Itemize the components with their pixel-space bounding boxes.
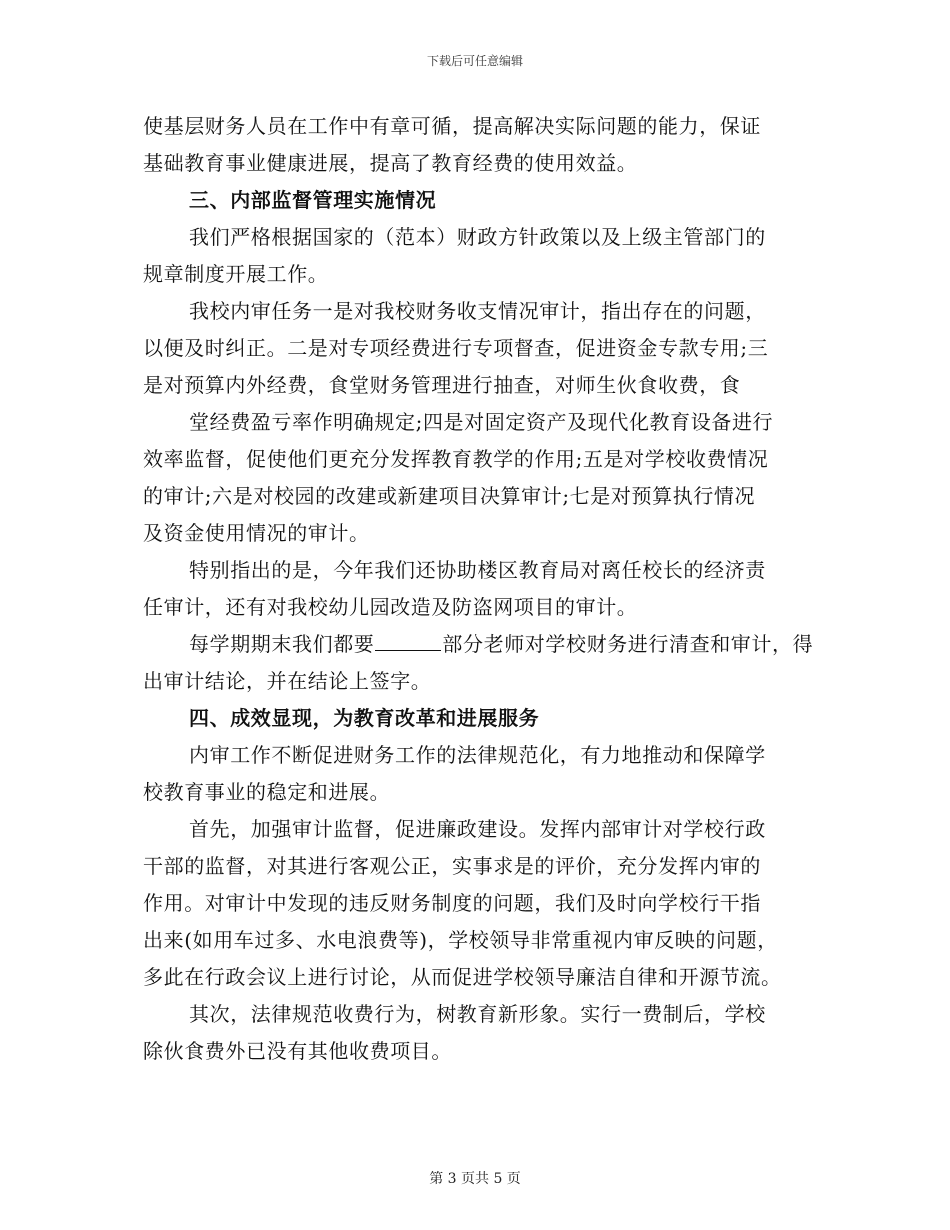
text-line: 首先，加强审计监督，促进廉政建设。发挥内部审计对学校行政: [189, 817, 766, 841]
text-line: 干部的监督，对其进行客观公正，实事求是的评价，充分发挥内审的: [143, 854, 761, 878]
text-line: 多此在行政会议上进行讨论，从而促进学校领导廉洁自律和开源节流。: [143, 965, 782, 989]
text-line: 校教育事业的稳定和进展。: [143, 780, 391, 804]
text-line: 我校内审任务一是对我校财务收支情况审计，指出存在的问题，: [189, 299, 766, 323]
text-line: 使基层财务人员在工作中有章可循，提高解决实际问题的能力，保证: [143, 114, 761, 138]
text-line: 我们严格根据国家的（范本）财政方针政策以及上级主管部门的: [189, 225, 766, 249]
text-line: 内审工作不断促进财务工作的法律规范化，有力地推动和保障学: [189, 743, 766, 767]
fill-blank: [375, 630, 441, 651]
text-line: 及资金使用情况的审计。: [143, 521, 370, 545]
text-line: 规章制度开展工作。: [143, 262, 329, 286]
text-line: 出来(如用车过多、水电浪费等)，学校领导非常重视内审反映的问题，: [143, 928, 778, 952]
text-segment: 部分老师对学校财务进行清查和审计，得: [442, 632, 814, 656]
section-heading: 四、成效显现，为教育改革和进展服务: [189, 706, 540, 730]
section-heading: 三、内部监督管理实施情况: [189, 188, 437, 212]
text-line: 基础教育事业健康进展，提高了教育经费的使用效益。: [143, 151, 638, 175]
text-line: 特别指出的是，今年我们还协助楼区教育局对离任校长的经济责: [189, 558, 766, 582]
text-line: 效率监督，促使他们更充分发挥教育教学的作用;五是对学校收费情况: [143, 447, 769, 471]
text-line: 以便及时纠正。二是对专项经费进行专项督查，促进资金专款专用;三: [143, 336, 769, 360]
text-line: 堂经费盈亏率作明确规定;四是对固定资产及现代化教育设备进行: [189, 410, 774, 434]
text-line: 任审计，还有对我校幼儿园改造及防盗网项目的审计。: [143, 595, 638, 619]
text-line: 出审计结论，并在结论上签字。: [143, 669, 432, 693]
page-footer: 第 3 页共 5 页: [429, 1171, 521, 1187]
document-body: [143, 108, 814, 1070]
text-line: 其次，法律规范收费行为，树教育新形象。实行一费制后，学校: [189, 1002, 766, 1026]
text-line: 的审计;六是对校园的改建或新建项目决算审计;七是对预算执行情况: [143, 484, 756, 508]
text-line: 是对预算内外经费，食堂财务管理进行抽查，对师生伙食收费，食: [143, 373, 741, 397]
text-line: 除伙食费外已没有其他收费项目。: [143, 1039, 452, 1063]
text-line-with-blank: [143, 626, 814, 663]
text-segment: 每学期期末我们都要: [189, 632, 375, 656]
text-line: 作用。对审计中发现的违反财务制度的问题，我们及时向学校行干指: [143, 891, 761, 915]
page-header: 下载后可任意编辑: [426, 54, 523, 68]
